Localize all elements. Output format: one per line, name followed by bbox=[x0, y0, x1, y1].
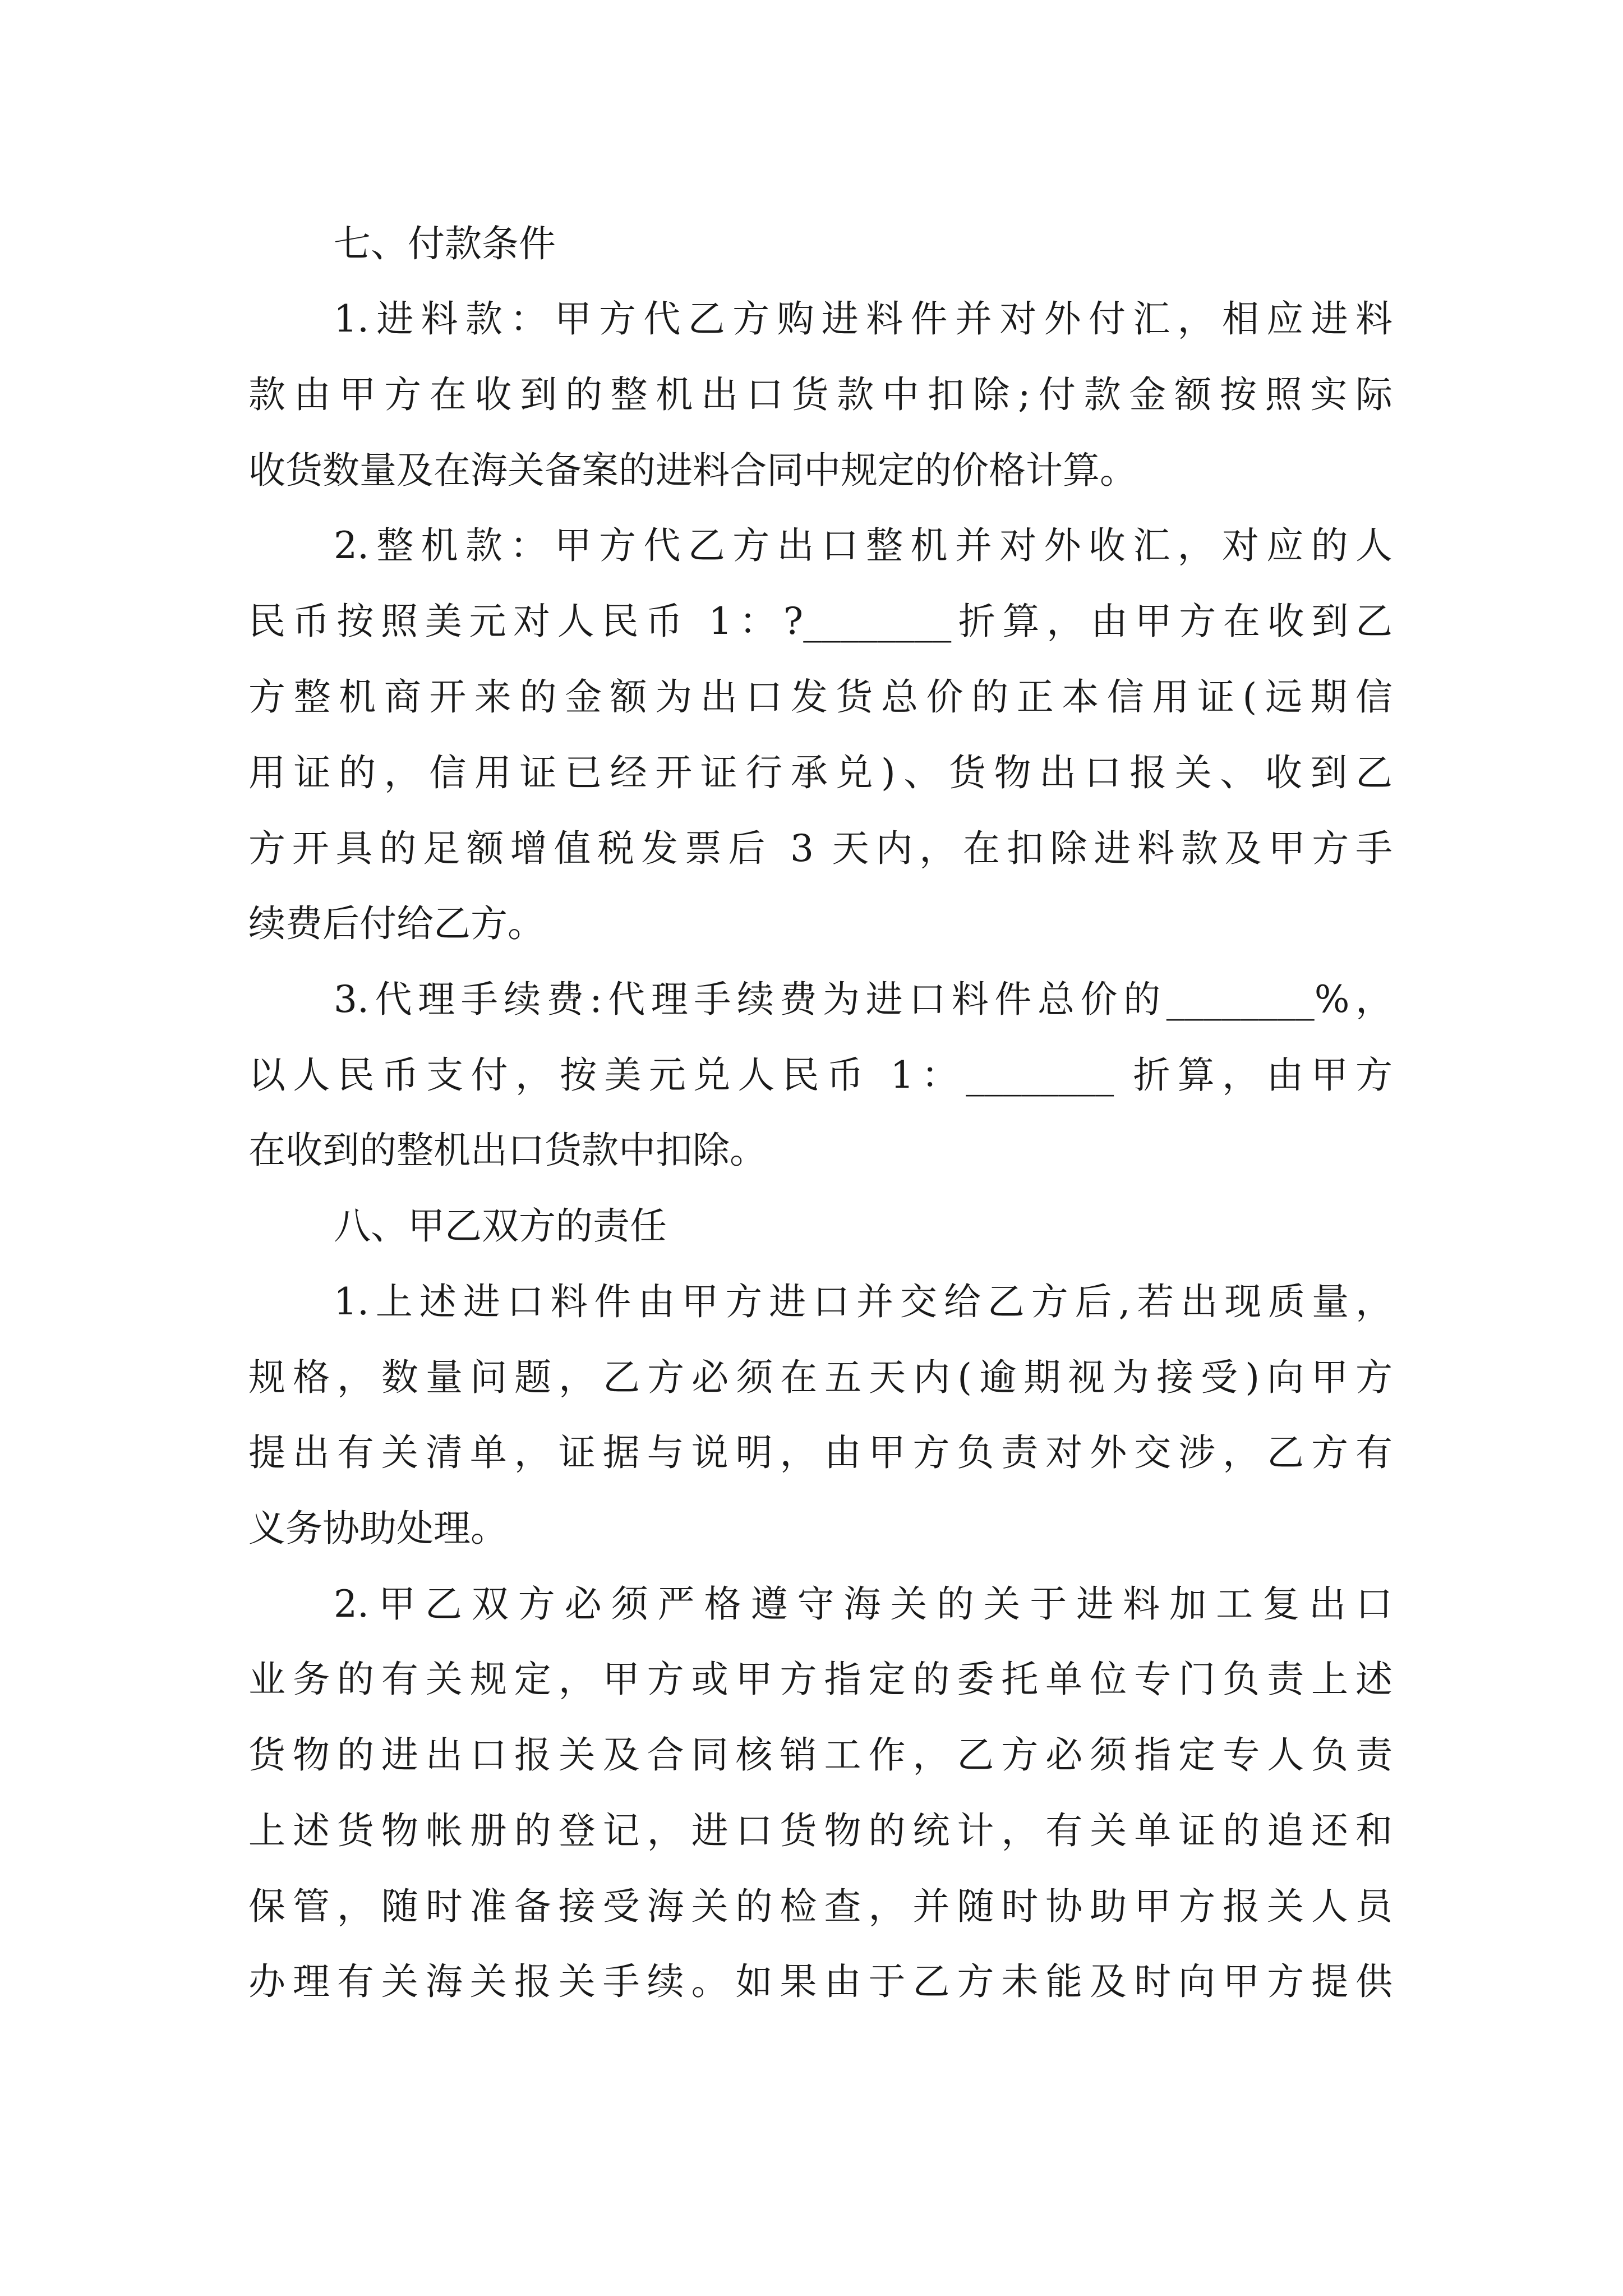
paragraph-line: 1.上述进口料件由甲方进口并交给乙方后,若出现质量， bbox=[334, 1280, 1393, 1323]
paragraph-line: 提出有关清单，证据与说明，由甲方负责对外交涉，乙方有 bbox=[248, 1431, 1393, 1474]
paragraph-line: 保管，随时准备接受海关的检查，并随时协助甲方报关人员 bbox=[248, 1885, 1393, 1928]
paragraph-line: 义务协助处理。 bbox=[248, 1507, 508, 1550]
section-heading-responsibilities: 八、甲乙双方的责任 bbox=[334, 1204, 667, 1248]
paragraph-line: 规格，数量问题，乙方必须在五天内(逾期视为接受)向甲方 bbox=[248, 1356, 1393, 1399]
section-heading-payment-terms: 七、付款条件 bbox=[334, 222, 556, 265]
paragraph-line: 1.进料款：甲方代乙方购进料件并对外付汇，相应进料 bbox=[334, 297, 1393, 341]
paragraph-line: 货物的进出口报关及合同核销工作，乙方必须指定专人负责 bbox=[248, 1733, 1393, 1777]
paragraph-line: 以人民币支付，按美元兑人民币 1：________ 折算，由甲方 bbox=[248, 1053, 1393, 1097]
paragraph-line: 上述货物帐册的登记，进口货物的统计，有关单证的追还和 bbox=[248, 1809, 1393, 1852]
paragraph-line: 用证的，信用证已经开证行承兑)、货物出口报关、收到乙 bbox=[248, 751, 1393, 794]
paragraph-line: 续费后付给乙方。 bbox=[248, 902, 545, 945]
paragraph-line: 款由甲方在收到的整机出口货款中扣除;付款金额按照实际 bbox=[248, 373, 1393, 416]
paragraph-line: 3.代理手续费:代理手续费为进口料件总价的________%， bbox=[334, 978, 1393, 1021]
paragraph-line: 方整机商开来的金额为出口发货总价的正本信用证(远期信 bbox=[248, 675, 1393, 719]
paragraph-line: 方开具的足额增值税发票后 3 天内，在扣除进料款及甲方手 bbox=[248, 827, 1393, 870]
paragraph-line: 2.整机款：甲方代乙方出口整机并对外收汇，对应的人 bbox=[334, 524, 1393, 567]
paragraph-line: 2.甲乙双方必须严格遵守海关的关于进料加工复出口 bbox=[334, 1582, 1393, 1626]
paragraph-line: 收货数量及在海关备案的进料合同中规定的价格计算。 bbox=[248, 449, 1137, 492]
paragraph-line: 在收到的整机出口货款中扣除。 bbox=[248, 1129, 767, 1172]
paragraph-line: 业务的有关规定，甲方或甲方指定的委托单位专门负责上述 bbox=[248, 1658, 1393, 1701]
paragraph-line: 民币按照美元对人民币 1：?________折算，由甲方在收到乙 bbox=[248, 600, 1393, 643]
paragraph-line: 办理有关海关报关手续。如果由于乙方未能及时向甲方提供 bbox=[248, 1960, 1393, 2003]
